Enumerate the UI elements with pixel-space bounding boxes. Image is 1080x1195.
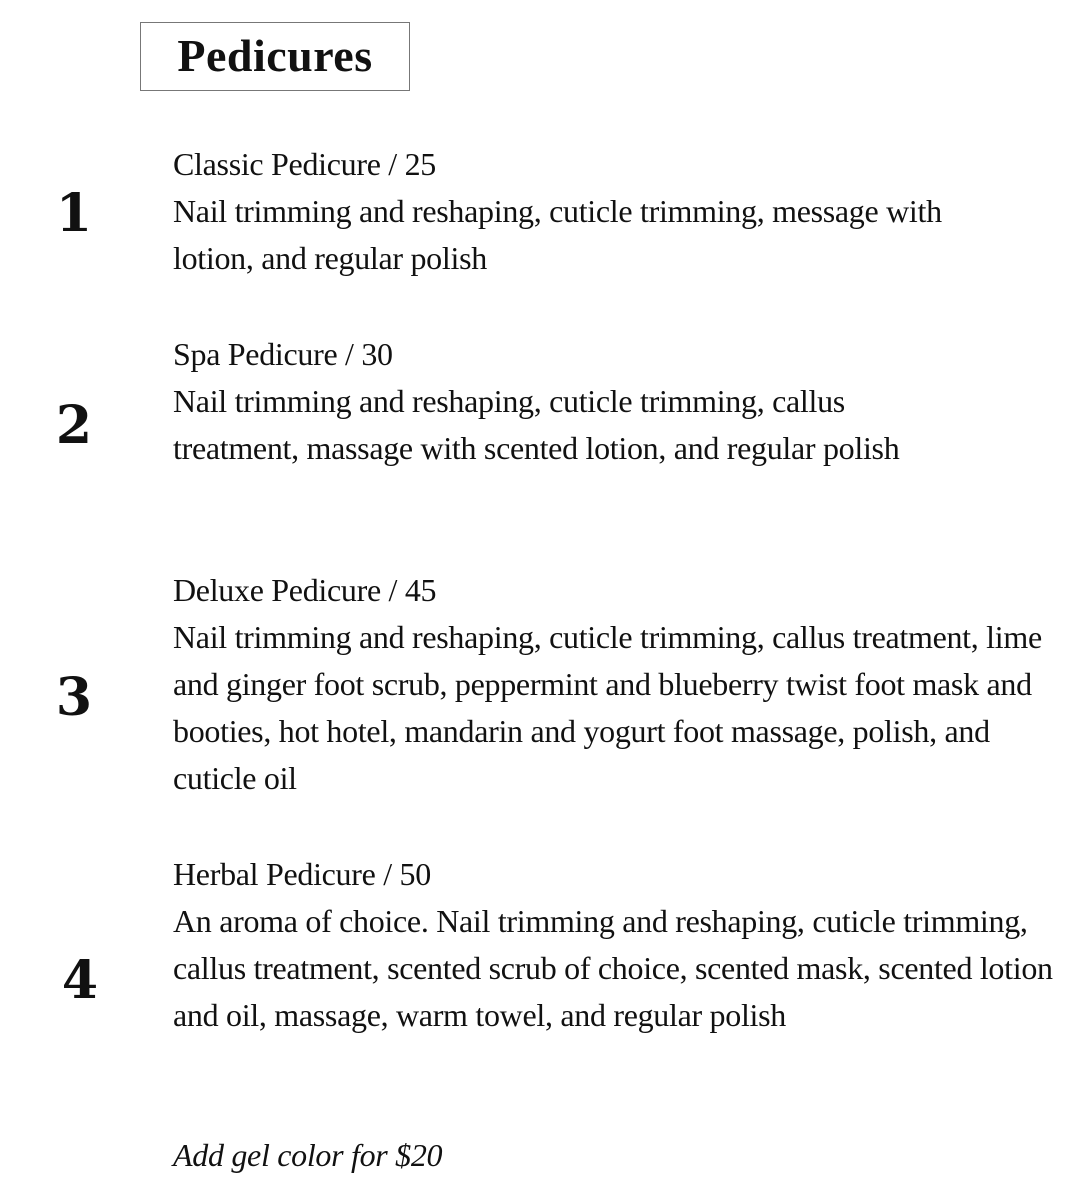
title-box bbox=[140, 22, 410, 91]
menu-item bbox=[173, 141, 993, 282]
item-number: 3 bbox=[55, 667, 93, 728]
item-heading: Classic Pedicure / 25 bbox=[173, 146, 436, 182]
menu-item bbox=[173, 851, 1053, 1039]
item-heading: Spa Pedicure / 30 bbox=[173, 336, 393, 372]
item-description: Nail trimming and reshaping, cuticle trimming, callus treatment, massage with scented lotion, and regular polish bbox=[173, 383, 900, 466]
page-title: Pedicures bbox=[177, 29, 373, 81]
menu-item bbox=[173, 331, 943, 472]
item-number: 4 bbox=[61, 950, 99, 1011]
item-description: Nail trimming and reshaping, cuticle trimming, callus treatment, lime and ginger foot scrub, peppermint and blueberry twist foot mask and booties, hot hotel, mandarin and yogurt foot massage, polish, and cuticle oil bbox=[173, 619, 1042, 796]
item-heading: Deluxe Pedicure / 45 bbox=[173, 572, 437, 608]
footer-note: Add gel color for $20 bbox=[173, 1137, 443, 1173]
item-number: 2 bbox=[55, 395, 93, 456]
item-description: Nail trimming and reshaping, cuticle trimming, message with lotion, and regular polish bbox=[173, 193, 942, 276]
item-heading: Herbal Pedicure / 50 bbox=[173, 856, 431, 892]
menu-item bbox=[173, 567, 1043, 802]
item-number: 1 bbox=[55, 183, 93, 244]
item-description: An aroma of choice. Nail trimming and reshaping, cuticle trimming, callus treatment, scented scrub of choice, scented mask, scented lotion and oil, massage, warm towel, and regular polish bbox=[173, 903, 1053, 1033]
